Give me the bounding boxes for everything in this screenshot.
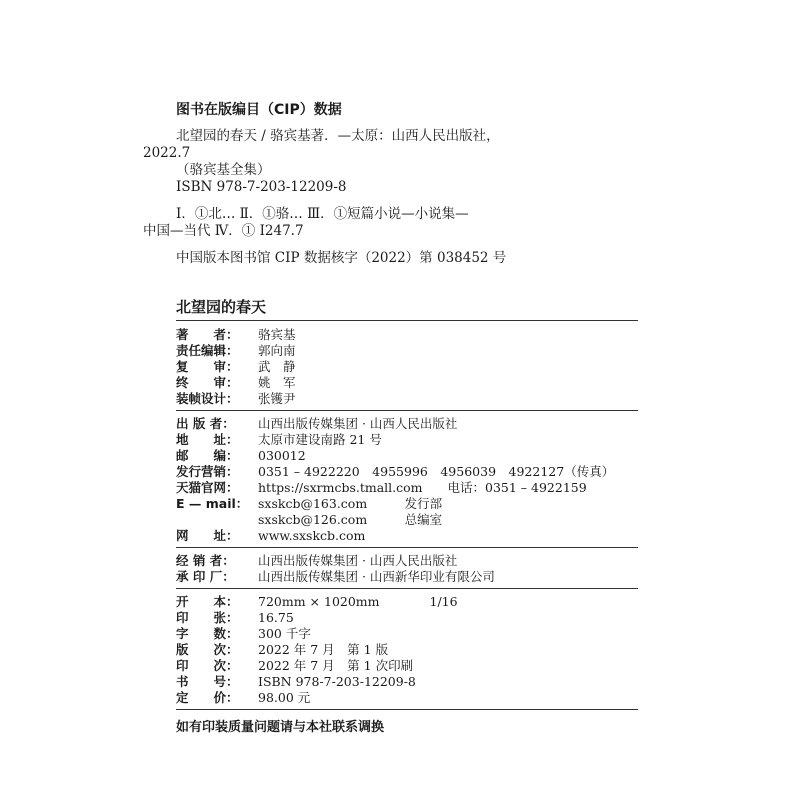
field-value: 姚 军 (258, 375, 296, 390)
footer-note: 如有印装质量问题请与本社联系调换 (176, 720, 385, 735)
field-label: 复 审： (176, 359, 239, 374)
field-label: 字 数： (176, 626, 239, 641)
field-value: 720mm × 1020mm 1/16 (258, 594, 458, 609)
field-label: 天猫官网： (176, 480, 239, 495)
spec-row (176, 642, 388, 657)
divider (176, 547, 638, 548)
field-value: 2022 年 7 月 第 1 次印刷 (258, 658, 414, 673)
editor-row (176, 391, 296, 406)
field-value: 98.00 元 (258, 690, 311, 705)
field-value: 太原市建设南路 21 号 (258, 432, 382, 447)
divider (176, 709, 638, 710)
cip-line-2: 2022.7 (143, 145, 191, 161)
divider (176, 320, 638, 321)
book-title: 北望园的春天 (176, 298, 267, 316)
field-value: sxskcb@163.com 发行部 (258, 496, 443, 511)
field-label: 印 张： (176, 610, 239, 625)
field-value: 16.75 (258, 610, 294, 625)
editor-row (176, 327, 296, 342)
distribution-row (176, 569, 495, 584)
field-value: 2022 年 7 月 第 1 版 (258, 642, 389, 657)
field-label: 出 版 者： (176, 416, 235, 431)
publisher-row (176, 496, 442, 511)
field-value: sxskcb@126.com 总编室 (258, 512, 443, 527)
editor-row (176, 375, 296, 390)
editor-row (176, 359, 296, 374)
field-label: 经 销 者： (176, 553, 235, 568)
cip-heading: 图书在版编目（CIP）数据 (176, 102, 342, 118)
field-value: https://sxrmcbs.tmall.com 电话：0351 – 4922159 (258, 480, 587, 495)
field-label: 发行营销： (176, 464, 239, 479)
publisher-row (176, 448, 306, 463)
field-value: ISBN 978-7-203-12209-8 (258, 674, 416, 689)
cip-line-1: 北望园的春天 / 骆宾基著．—太原：山西人民出版社， (176, 128, 500, 144)
field-value: 0351 – 4922220 4955996 4956039 4922127（传真） (258, 464, 615, 479)
publisher-row (176, 528, 365, 543)
cip-line-4: ISBN 978-7-203-12209-8 (176, 179, 347, 195)
field-label: 著 者： (176, 327, 239, 342)
field-label: 装帧设计： (176, 391, 239, 406)
field-value: 山西出版传媒集团 · 山西人民出版社 (258, 416, 458, 431)
publisher-row (176, 512, 442, 527)
cip-line-7: 中国版本图书馆 CIP 数据核字（2022）第 038452 号 (176, 250, 507, 266)
field-label: 书 号： (176, 674, 239, 689)
divider (176, 588, 638, 589)
field-label: E — mail： (176, 496, 249, 511)
publisher-row (176, 432, 382, 447)
field-label: 邮 编： (176, 448, 239, 463)
field-value: 山西出版传媒集团 · 山西新华印业有限公司 (258, 569, 495, 584)
editor-row (176, 343, 296, 358)
field-label: 承 印 厂： (176, 569, 235, 584)
spec-row (176, 626, 311, 641)
field-value: 030012 (258, 448, 306, 463)
divider (176, 410, 638, 411)
publisher-row (176, 464, 614, 479)
field-label: 开 本： (176, 594, 239, 609)
field-value: 张镬尹 (258, 391, 296, 406)
spec-row (176, 690, 310, 705)
publisher-row (176, 480, 587, 495)
spec-row (176, 594, 458, 609)
field-value: 300 千字 (258, 626, 311, 641)
field-label: 终 审： (176, 375, 239, 390)
field-value: 骆宾基 (258, 327, 296, 342)
field-label: 版 次： (176, 642, 239, 657)
field-value: 山西出版传媒集团 · 山西人民出版社 (258, 553, 458, 568)
field-label: 定 价： (176, 690, 239, 705)
field-label: 网 址： (176, 528, 239, 543)
field-value: www.sxskcb.com (258, 528, 366, 543)
cip-line-5: Ⅰ．①北… Ⅱ．①骆… Ⅲ．①短篇小说—小说集— (176, 206, 469, 222)
field-label: 地 址： (176, 432, 239, 447)
distribution-row (176, 553, 457, 568)
field-label: 责任编辑： (176, 343, 239, 358)
field-label (176, 512, 258, 527)
field-value: 郭向南 (258, 343, 296, 358)
field-value: 武 静 (258, 359, 296, 374)
field-label: 印 次： (176, 658, 239, 673)
cip-line-3: （骆宾基全集） (176, 162, 271, 178)
cip-line-6: 中国—当代 Ⅳ．① I247.7 (143, 223, 304, 239)
spec-row (176, 658, 413, 673)
publisher-row (176, 416, 457, 431)
spec-row (176, 610, 294, 625)
spec-row (176, 674, 416, 689)
